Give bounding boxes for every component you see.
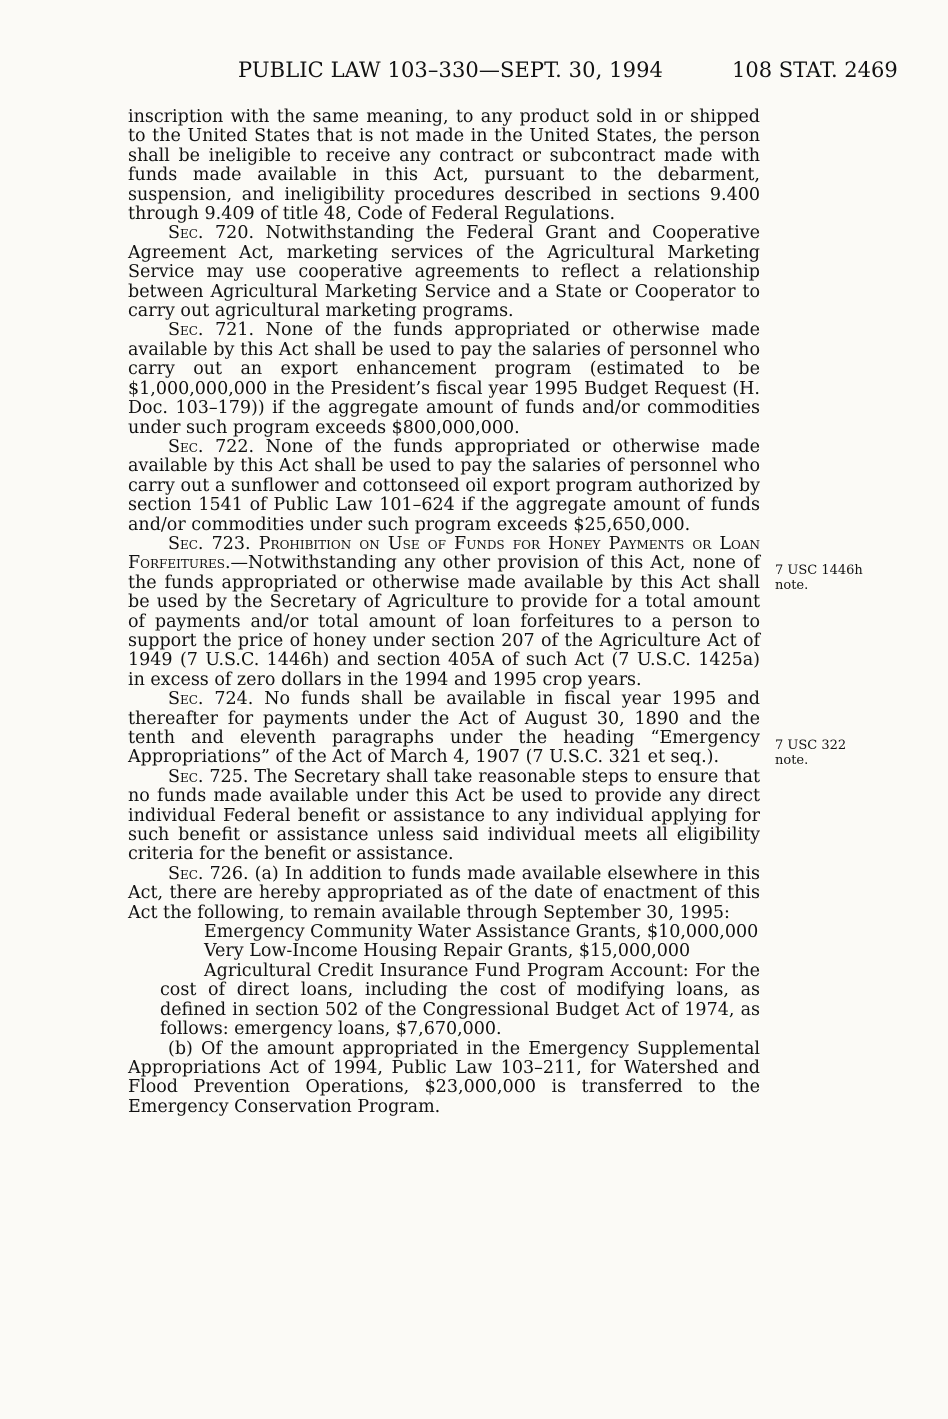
section-text: Notwithstanding the Federal Grant and Cooperative Agreement Act, marketing services of the Agricultural Marketing Service may use cooperative agreements to reflect a relationship between Agricultural Marketing Service and a State or Cooperator to carry out agricultural marketing programs. <box>128 223 760 322</box>
section-722 <box>128 438 760 535</box>
appropriation-item: Agricultural Credit Insurance Fund Program Account: For the cost of direct loans, including the cost of modifying loans, as defined in section 502 of the Congressional Budget Act of 1974, as follows: emergency loans, $7,670,000. <box>160 960 760 1040</box>
margin-note-label: note. <box>775 753 809 768</box>
margin-note-usc-322 <box>775 738 895 768</box>
section-726-b: (b) Of the amount appropriated in the Emergency Supplemental Appropriations Act of 1994, Public Law 103–211, for Watershed and Flood Prevention Operations, $23,000,000 is transferred to the Emergency Conservation Program. <box>128 1038 760 1117</box>
section-726 <box>128 865 760 923</box>
section-label: Sec. 720. <box>168 223 255 244</box>
section-text: No funds shall be available in fiscal year 1995 and thereafter for payments under the Act of August 30, 1890 and the tenth and eleventh paragraphs under the heading “Emergency Appropriations” of the Act of March 4, 1907 (7 U.S.C. 321 et seq.). <box>128 689 760 768</box>
section-723 <box>128 535 760 690</box>
section-text: None of the funds appropriated or otherwise made available by this Act shall be used to pay the salaries of personnel who carry out an export enhancement program (estimated to be $1,000,000,000 in the President’s fiscal year 1995 Budget Request (H. Doc. 103–179)) if the aggregate amount of funds and/or commodities under such program exceeds $800,000,000. <box>128 320 760 438</box>
section-label: Sec. 721. <box>168 320 255 341</box>
section-label: Sec. 723. <box>168 533 251 554</box>
section-725 <box>128 768 760 865</box>
margin-note-citation: 7 USC 322 <box>775 738 847 753</box>
body-text <box>128 108 760 1117</box>
appropriation-item: Emergency Community Water Assistance Grants, $10,000,000 <box>204 922 759 943</box>
section-text: None of the funds appropriated or otherwise made available by this Act shall be used to pay the salaries of personnel who carry out a sunflower and cottonseed oil export program authorized by section 1541 of Public Law 101–624 if the aggregate amount of funds and/or commodities under such program exceeds $25,650,000. <box>128 436 760 535</box>
section-text: (a) In addition to funds made available elsewhere in this Act, there are hereby appropriated as of the date of enactment of this Act the following, to remain available through September 30, 1995: <box>128 863 760 923</box>
section-label: Sec. 724. <box>168 689 254 710</box>
running-title: PUBLIC LAW 103–330—SEPT. 30, 1994 <box>238 58 663 82</box>
appropriation-item: Very Low-Income Housing Repair Grants, $15,000,000 <box>204 941 691 962</box>
continuation-paragraph: inscription with the same meaning, to any product sold in or shipped to the United States that is not made in the United States, the person shall be ineligible to receive any contract or subcontract made with funds made available in this Act, pursuant to the debarment, suspension, and ineligibility procedures described in sections 9.400 through 9.409 of title 48, Code of Federal Regulations. <box>128 107 760 225</box>
margin-note-label: note. <box>775 578 809 593</box>
section-label: Sec. 725. <box>168 766 249 787</box>
margin-note-citation: 7 USC 1446h <box>775 563 863 578</box>
section-heading: Prohibition on Use of Funds for Honey Payments or Loan Forfeitures. <box>128 533 760 574</box>
section-721 <box>128 321 760 437</box>
section-label: Sec. 726. <box>168 863 249 884</box>
section-text: The Secretary shall take reasonable steps to ensure that no funds made available under this Act be used to provide any direct individual Federal benefit or assistance to any individual applying for such benefit or assistance unless said individual meets all eligibility criteria for the benefit or assistance. <box>128 766 760 865</box>
section-text: —Notwithstanding any other provision of this Act, none of the funds appropriated or otherwise made available by this Act shall be used by the Secretary of Agriculture to provide for a total amount of payments and/or total amount of loan forfeitures to a person to support the price of honey under section 207 of the Agriculture Act of 1949 (7 U.S.C. 1446h) and section 405A of such Act (7 U.S.C. 1425a) in excess of zero dollars in the 1994 and 1995 crop years. <box>128 553 760 690</box>
section-724 <box>128 690 760 768</box>
page-number: 108 STAT. 2469 <box>732 58 898 82</box>
section-label: Sec. 722. <box>168 436 255 457</box>
section-720 <box>128 224 760 321</box>
margin-note-usc-1446h <box>775 563 895 593</box>
